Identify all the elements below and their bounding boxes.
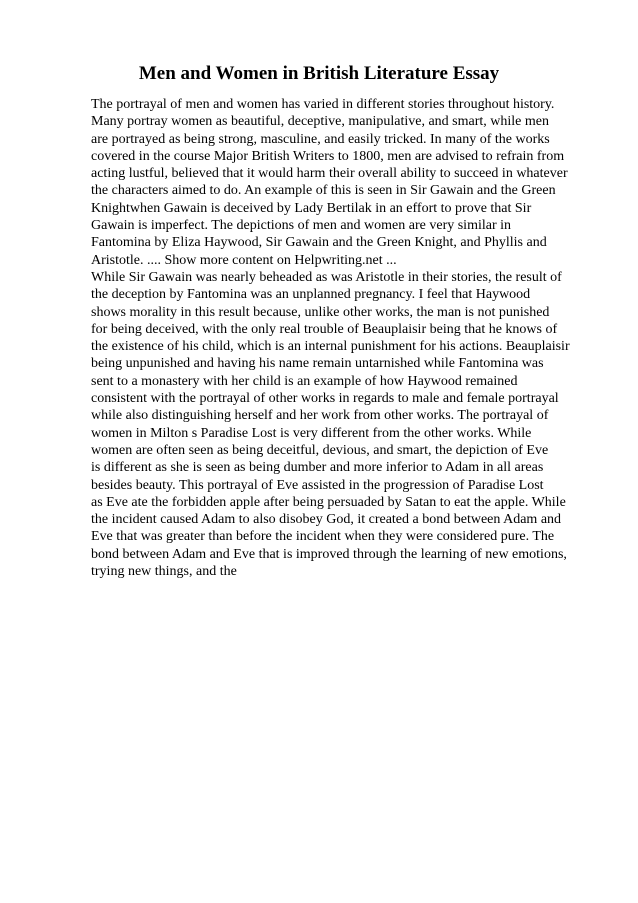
text-line: Many portray women as beautiful, deceptive, manipulative, and smart, while men (91, 114, 549, 130)
text-line: the characters aimed to do. An example of this is seen in Sir Gawain and the Green (91, 183, 556, 199)
text-line: while also distinguishing herself and her work from other works. The portrayal of (91, 408, 549, 424)
text-line: the deception by Fantomina was an unplanned pregnancy. I feel that Haywood (91, 287, 531, 303)
text-line: women are often seen as being deceitful, devious, and smart, the depiction of Eve (91, 442, 549, 458)
essay-body (91, 96, 591, 580)
text-line: Gawain is imperfect. The depictions of men and women are very similar in (91, 218, 511, 234)
page-title: Men and Women in British Literature Essay (138, 63, 500, 84)
text-line: acting lustful, believed that it would harm their overall ability to succeed in whatever (91, 166, 568, 182)
text-line: sent to a monastery with her child is an example of how Haywood remained (91, 373, 518, 389)
text-line: is different as she is seen as being dumber and more inferior to Adam in all areas (91, 460, 544, 476)
text-line: the incident caused Adam to also disobey God, it created a bond between Adam and (91, 512, 562, 528)
text-line: besides beauty. This portrayal of Eve assisted in the progression of Paradise Lost (91, 477, 544, 493)
text-line: as Eve ate the forbidden apple after being persuaded by Satan to eat the apple. While (91, 494, 566, 510)
text-line: being unpunished and having his name remain untarnished while Fantomina was (91, 356, 544, 372)
text-line: are portrayed as being strong, masculine, and easily tricked. In many of the works (91, 131, 550, 147)
text-line: Eve that was greater than before the incident when they were considered pure. The (91, 529, 555, 545)
text-line: women in Milton s Paradise Lost is very different from the other works. While (91, 425, 532, 441)
text-line: for being deceived, with the only real trouble of Beauplaisir being that he knows of (91, 321, 558, 337)
text-line: Knightwhen Gawain is deceived by Lady Bertilak in an effort to prove that Sir (91, 200, 532, 216)
text-line: While Sir Gawain was nearly beheaded as was Aristotle in their stories, the result of (91, 269, 562, 285)
text-line: consistent with the portrayal of other works in regards to male and female portrayal (91, 391, 559, 407)
text-line: Aristotle. .... Show more content on Helpwriting.net ... (91, 252, 397, 268)
text-line: bond between Adam and Eve that is improved through the learning of new emotions, (91, 546, 567, 562)
text-line: Fantomina by Eliza Haywood, Sir Gawain and the Green Knight, and Phyllis and (91, 235, 547, 251)
text-line: shows morality in this result because, unlike other works, the man is not punished (91, 304, 550, 320)
text-line: trying new things, and the (91, 564, 237, 580)
text-line: The portrayal of men and women has varied in different stories throughout history. (91, 97, 555, 112)
text-line: the existence of his child, which is an internal punishment for his actions. Beauplaisir (91, 339, 570, 355)
text-line: covered in the course Major British Writers to 1800, men are advised to refrain from (91, 148, 565, 164)
